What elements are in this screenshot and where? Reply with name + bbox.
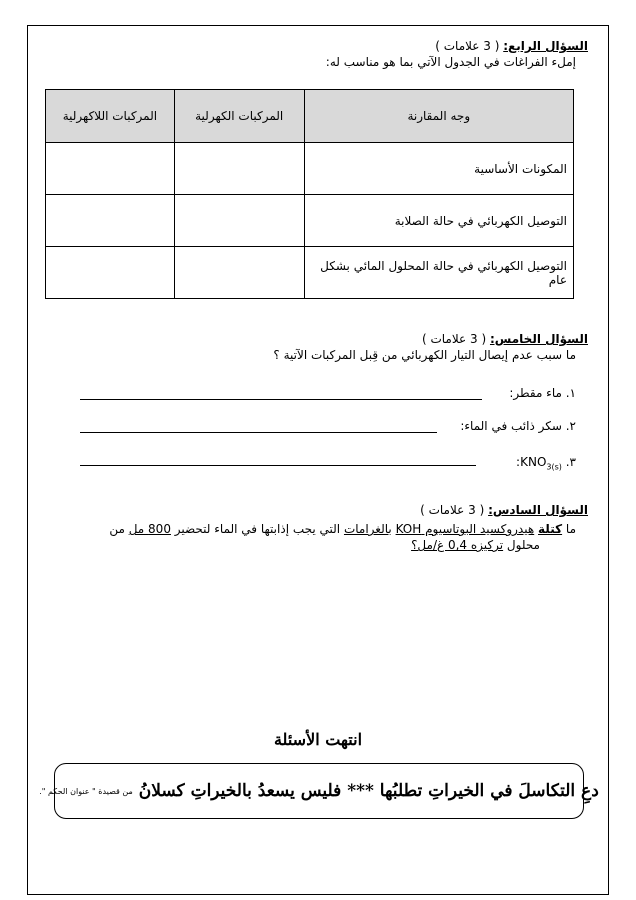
- q6-text: محلول: [506, 538, 540, 552]
- q6-mass-word: كتلة: [538, 522, 563, 536]
- q4-title: السؤال الرابع:: [503, 39, 588, 53]
- end-of-questions: انتهت الأسئلة: [273, 730, 363, 749]
- q5-item-3-number: ٣.: [565, 455, 576, 469]
- q6-concentration: تركيزه 0,4 غ/مل؟: [411, 538, 504, 552]
- table-row: [46, 143, 574, 195]
- answer-line-1[interactable]: [80, 399, 482, 400]
- comparison-table: [45, 89, 574, 299]
- q4-marks: ( 3 علامات ): [435, 39, 500, 53]
- answer-cell[interactable]: [46, 247, 175, 299]
- table-row: [46, 195, 574, 247]
- answer-cell[interactable]: [46, 143, 175, 195]
- q5-title: السؤال الخامس:: [489, 332, 588, 346]
- q6-koh: هيدروكسيد البوتاسيوم KOH: [395, 522, 535, 536]
- formula-colon: :: [516, 455, 521, 469]
- formula-main: KNO: [520, 455, 547, 469]
- poem-quote: دعِ التكاسلَ في الخيراتِ تطلبُها *** فليس يسعدُ بالخيراتِ كسلانُ: [138, 781, 599, 801]
- row-label-aqueous-conduction: التوصيل الكهربائي في حالة المحلول المائي بشكل عام: [304, 247, 573, 299]
- q5-item-3-formula: [516, 455, 562, 474]
- q6-grams: بالغرامات: [343, 522, 392, 536]
- answer-cell[interactable]: [46, 195, 175, 247]
- table-header-nonelectrolytes: المركبات اللاكهرلية: [46, 90, 175, 143]
- q5-marks: ( 3 علامات ): [421, 332, 487, 346]
- q5-item-3: [516, 455, 576, 474]
- row-label-solid-conduction: التوصيل الكهربائي في حالة الصلابة: [304, 195, 573, 247]
- formula-subscript: 3(s): [546, 462, 562, 472]
- q6-text: من: [109, 522, 125, 536]
- q6-marks: ( 3 علامات ): [420, 503, 485, 517]
- q6-title: السؤال السادس:: [488, 503, 588, 517]
- q6-text: التي يجب إذابتها في الماء لتحضير: [174, 522, 341, 536]
- table-header-row: [46, 90, 574, 143]
- poem-source: من قصيدة " عنوان الحكم ".: [39, 786, 133, 796]
- row-label-components: المكونات الأساسية: [304, 143, 573, 195]
- q6-heading: [420, 503, 588, 518]
- q6-volume: 800 مل: [128, 522, 171, 536]
- answer-cell[interactable]: [174, 143, 304, 195]
- q6-text: ما: [565, 522, 576, 536]
- table-header-electrolytes: المركبات الكهرلية: [174, 90, 304, 143]
- answer-line-2[interactable]: [80, 432, 437, 433]
- answer-cell[interactable]: [174, 195, 304, 247]
- q6-question-line1: [109, 522, 576, 537]
- q5-item-2: ٢. سكر ذائب في الماء:: [460, 419, 576, 433]
- quote-box: [39, 763, 599, 819]
- q5-item-1: ١. ماء مقطر:: [509, 386, 576, 400]
- q6-question-line2: [411, 538, 540, 553]
- answer-line-3[interactable]: [80, 465, 476, 466]
- table-row: [46, 247, 574, 299]
- q5-question: ما سبب عدم إيصال التيار الكهربائي من قِبل المركبات الآتية ؟: [273, 348, 576, 362]
- q5-heading: [422, 332, 588, 347]
- table-header-aspect: وجه المقارنة: [304, 90, 573, 143]
- q4-instruction: إملء الفراغات في الجدول الآتي بما هو مناسب له:: [325, 55, 576, 69]
- q4-heading: [435, 39, 588, 54]
- answer-cell[interactable]: [174, 247, 304, 299]
